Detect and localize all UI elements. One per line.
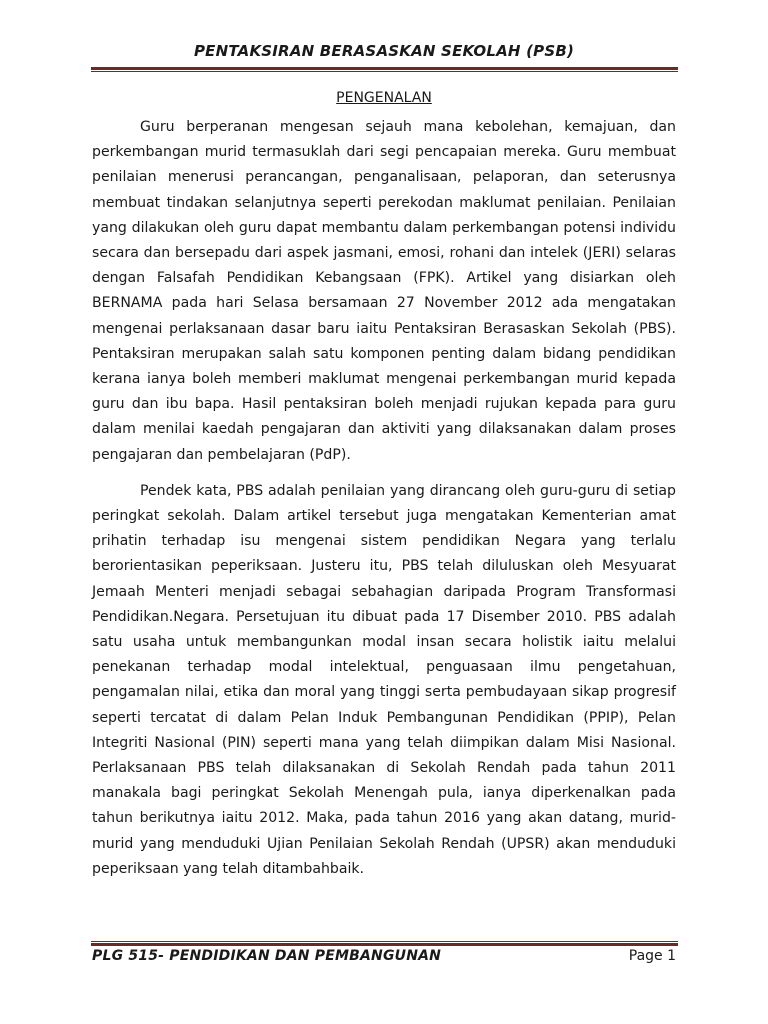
- header-divider-thin: [91, 71, 678, 72]
- document-body: [92, 115, 676, 893]
- footer-course-title: PLG 515- PENDIDIKAN DAN PEMBANGUNAN: [92, 948, 442, 964]
- body-paragraph-2: Pendek kata, PBS adalah penilaian yang dirancang oleh guru-guru di setiap peringkat sekolah. Dalam artikel tersebut juga mengatakan Kementerian amat prihatin terhadap isu mengenai sistem pendidikan Negara yang terlalu berorientasikan peperiksaan. Justeru itu, PBS telah diluluskan oleh Mesyuarat Jemaah Menteri menjadi sebagai sebahagian daripada Program Transformasi Pendidikan.Negara. Persetujuan itu dibuat pada 17 Disember 2010. PBS adalah satu usaha untuk membangunkan modal insan secara holistik iaitu melalui penekanan terhadap modal intelektual, penguasaan ilmu pengetahuan, pengamalan nilai, etika dan moral yang tinggi serta pembudayaan sikap progresif seperti tercatat di dalam Pelan Induk Pembangunan Pendidikan (PPIP), Pelan Integriti Nasional (PIN) seperti mana yang telah diimpikan dalam Misi Nasional. Perlaksanaan PBS telah dilaksanakan di Sekolah Rendah pada tahun 2011 manakala bagi peringkat Sekolah Menengah pula, ianya diperkenalkan pada tahun berikutnya iaitu 2012. Maka, pada tahun 2016 yang akan datang, murid-murid yang menduduki Ujian Penilaian Sekolah Rendah (UPSR) akan menduduki peperiksaan yang telah ditambahbaik.: [92, 482, 676, 877]
- footer-page-number: Page 1: [628, 948, 676, 964]
- footer-divider-thick: [91, 943, 678, 946]
- body-paragraph-1: Guru berperanan mengesan sejauh mana kebolehan, kemajuan, dan perkembangan murid termasuklah dari segi pencapaian mereka. Guru membuat penilaian menerusi perancangan, penganalisaan, pelaporan, dan seterusnya membuat tindakan selanjutnya seperti perekodan maklumat penilaian. Penilaian yang dilakukan oleh guru dapat membantu dalam perkembangan potensi individu secara dan bersepadu dari aspek jasmani, emosi, rohani dan intelek (JERI) selaras dengan Falsafah Pendidikan Kebangsaan (FPK). Artikel yang disiarkan oleh BERNAMA pada hari Selasa bersamaan 27 November 2012 ada mengatakan mengenai perlaksanaan dasar baru iaitu Pentaksiran Berasaskan Sekolah (PBS). Pentaksiran merupakan salah satu komponen penting dalam bidang pendidikan kerana ianya boleh memberi maklumat mengenai perkembangan murid kepada guru dan ibu bapa. Hasil pentaksiran boleh menjadi rujukan kepada para guru dalam menilai kaedah pengajaran dan aktiviti yang dilaksanakan dalam proses pengajaran dan pembelajaran (PdP).: [92, 119, 676, 463]
- footer-divider-thin: [91, 941, 678, 942]
- header-divider-thick: [91, 67, 678, 70]
- page-header-title: PENTAKSIRAN BERASASKAN SEKOLAH (PSB): [193, 42, 575, 60]
- section-heading: PENGENALAN: [336, 90, 432, 106]
